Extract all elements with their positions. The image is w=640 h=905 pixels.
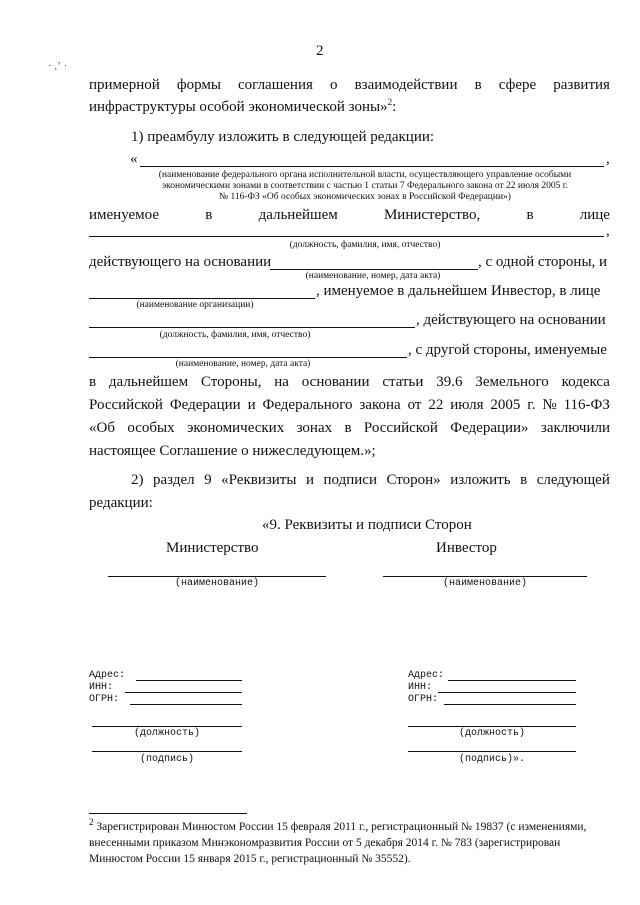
investor-position-caption: (должность) [458,728,525,739]
caption-act-1: (наименование, номер, дата акта) [305,271,441,281]
ministry-signature-caption: (подпись) [139,754,194,765]
investor-ogrn-label: ОГРН: [408,694,439,705]
paragraph-line-4: настоящее Соглашение о нижеследующем.»; [89,443,376,459]
footnote-separator [89,813,247,814]
footnote-line-3: Минюстом России 15 января 2015 г., регистрационный № 35552). [89,853,411,865]
caption-org: (наименование организации) [136,300,254,310]
para3-word: экономических [186,420,285,436]
investor-address-label: Адрес: [408,670,445,681]
acting-on-basis-1: действующего на основании [89,254,272,270]
investor-title: Инвестор [436,540,497,556]
para3-word: особых [127,420,175,436]
para1-word: 39.6 [436,374,463,390]
intro-word: сфере [498,77,537,93]
para2-word: закона [359,397,401,413]
item2-word: подписи [323,472,377,488]
intro-word: соглашения [238,77,313,93]
para2-word: № [542,397,557,413]
investor-name-line [383,576,587,577]
para2-word: Российской [89,397,163,413]
para2-word: и [247,397,256,413]
named-word: дальнейшем [258,207,338,223]
para2-word: 22 [428,397,444,413]
ministry-ogrn-label: ОГРН: [89,694,120,705]
para2-word: 116-ФЗ [563,397,610,413]
footnote-mark: 2 [89,817,94,828]
named-word: в [205,207,213,223]
federal-body-comma: , [606,151,610,167]
item2-word: 2) [131,472,144,488]
item2-word: и [305,472,314,488]
other-side-text: , с другой стороны, именуемые [408,342,607,358]
para1-word: в [89,374,97,390]
intro-line-2-text: инфраструктуры особой экономической зоны» [89,99,388,115]
intro-word: в [474,77,482,93]
page-number: 2 [316,43,324,59]
para1-word: дальнейшем [108,374,189,390]
paragraph-line-3 [89,419,610,437]
position-blank-1 [89,236,604,237]
intro-line-2 [89,98,396,116]
ministry-name-caption: (наименование) [174,578,259,589]
para1-word: Земельного [475,374,549,390]
named-word: в [526,207,534,223]
section-title: «9. Реквизиты и подписи Сторон [262,517,472,533]
item2-word: изложить [450,472,511,488]
one-side-text: , с одной стороны, и [478,254,608,270]
intro-line-2-tail: : [392,99,397,115]
paragraph-line-1 [89,373,610,391]
investor-position-line [408,726,576,727]
item2-line-1 [131,471,610,489]
footnote-ref: 2 [387,97,393,107]
intro-word: примерной [89,77,160,93]
ministry-position-line [92,726,242,727]
caption-federal-body-2: экономическими зонами в соответствии с частью 1 статьи 7 Федерального закона от 22 июля 2005 г. [162,181,568,191]
named-word: Министерство, [383,207,481,223]
act-blank-2 [89,357,407,358]
acting-on-basis-2: , действующего на основании [416,312,606,328]
para1-word: на [274,374,289,390]
investor-signature-line [408,751,576,752]
federal-body-blank [140,166,604,167]
caption-federal-body-3: № 116-ФЗ «Об особых экономических зонах в Российской Федерации») [219,192,511,202]
investor-signature-caption: (подпись)». [458,754,525,765]
intro-word: формы [176,77,221,93]
item2-word: «Реквизиты [221,472,297,488]
item2-word: раздел [153,472,195,488]
caption-position-1: (должность, фамилия, имя, отчество) [289,240,441,250]
paragraph-line-2 [89,396,610,414]
investor-inn-label: ИНН: [408,682,433,693]
ministry-ogrn-line [130,704,242,705]
investor-address-line [448,680,576,681]
para2-word: Федерации [169,397,241,413]
para2-word: июля [450,397,484,413]
investor-inn-line [438,692,576,693]
para3-word: Российской [363,420,438,436]
named-word: именуемое [89,207,159,223]
para1-word: Стороны, [200,374,262,390]
named-investor-text: , именуемое в дальнейшем Инвестор, в лице [316,283,601,299]
intro-word: взаимодействии [354,77,458,93]
open-quote: « [130,151,138,167]
para3-word: в [344,420,352,436]
item2-word: в [520,472,528,488]
ministry-name-line [108,576,326,577]
footnote-text-1: Зарегистрирован Минюстом России 15 февраля 2011 г., регистрационный № 19837 (с изменениями, [96,821,587,833]
ministry-position-caption: (должность) [133,728,200,739]
para2-word: Федерального [262,397,353,413]
intro-line-1 [89,76,610,94]
ministry-address-line [136,680,242,681]
intro-word: развития [553,77,610,93]
ministry-inn-label: ИНН: [89,682,114,693]
position-comma-1: , [606,223,610,239]
position-blank-2 [89,327,415,328]
para2-word: от [407,397,422,413]
act-blank-1 [270,269,478,270]
ministry-title: Министерство [166,540,259,556]
org-blank [89,298,315,299]
para1-word: статьи [382,374,424,390]
item2-word: 9 [204,472,212,488]
item2-word: Сторон» [386,472,441,488]
caption-federal-body-1: (наименование федерального органа исполнительной власти, осуществляющего управление особыми [158,170,572,180]
investor-ogrn-line [444,704,576,705]
caption-act-2: (наименование, номер, дата акта) [175,359,311,369]
para1-word: кодекса [561,374,610,390]
ministry-inn-line [125,692,242,693]
caption-position-2: (должность, фамилия, имя, отчество) [159,330,311,340]
para3-word: Федерации» [450,420,529,436]
para3-word: «Об [89,420,115,436]
footnote-line-2: внесенными приказом Минэкономразвития России от 5 декабря 2014 г. № 783 (зарегистрирован [89,837,561,849]
item2-word: следующей [536,472,610,488]
item1-heading: 1) преамбулу изложить в следующей редакции: [131,129,435,145]
investor-name-caption: (наименование) [442,578,527,589]
ministry-signature-line [92,751,242,752]
ministry-address-label: Адрес: [89,670,126,681]
footnote-line-1 [89,817,587,834]
para1-word: основании [301,374,370,390]
para2-word: г. [527,397,536,413]
scan-marks: · ,ʼ · [48,60,68,72]
intro-word: о [329,77,338,93]
item2-line-2: редакции: [89,495,153,511]
para3-word: заключили [540,420,610,436]
named-word: лице [579,207,610,223]
para3-word: зонах [296,420,333,436]
para2-word: 2005 [490,397,521,413]
named-ministry-line [89,206,610,224]
